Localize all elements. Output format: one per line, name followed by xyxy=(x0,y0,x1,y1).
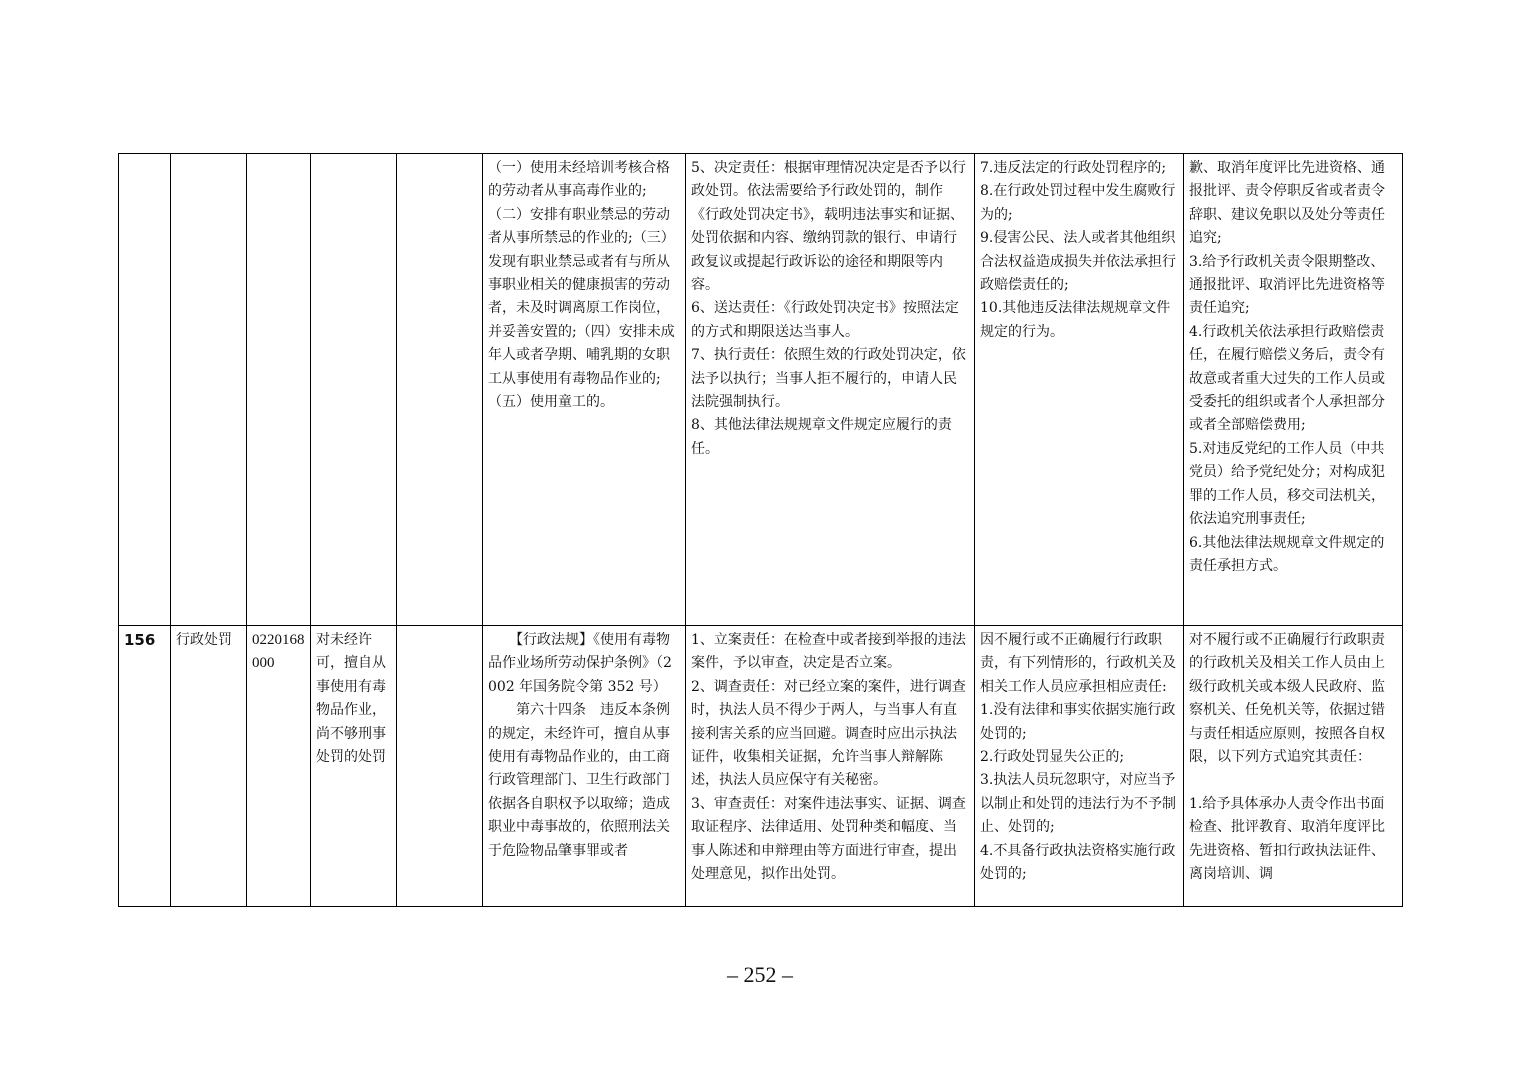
item-name-cell xyxy=(311,154,397,626)
no-cell xyxy=(119,154,171,626)
code-cell xyxy=(247,154,311,626)
type-cell xyxy=(171,154,247,626)
duties-cell: 5、决定责任：根据审理情况决定是否予以行政处罚。依法需要给予行政处罚的，制作《行政处罚决定书》，载明违法事实和证据、处罚依据和内容、缴纳罚款的银行、申请行政复议或提起行政诉讼的途径和期限等内容。 6、送达责任：《行政处罚决定书》按照法定的方式和期限送达当事人。 7、执行责任：依照生效的行政处罚决定，依法予以执行；当事人拒不履行的，申请人民法院强制执行。 8、其他法律法规规章文件规定应履行的责任。 xyxy=(686,154,975,626)
no-cell: 156 xyxy=(119,626,171,907)
item-name-cell: 对未经许可，擅自从事使用有毒物品作业，尚不够刑事处罚的处罚 xyxy=(311,626,397,907)
table-row xyxy=(119,626,1403,907)
blank-cell xyxy=(397,626,483,907)
type-cell: 行政处罚 xyxy=(171,626,247,907)
accountable-situations-cell: 7.违反法定的行政处罚程序的; 8.在行政处罚过程中发生腐败行为的; 9.侵害公民、法人或者其他组织合法权益造成损失并依法承担行政赔偿责任的; 10.其他违反法律法规规章文件规定的行为。 xyxy=(975,154,1184,626)
responsibility-table xyxy=(118,153,1403,907)
accountability-method-cell: 对不履行或不正确履行行政职责的行政机关及相关工作人员由上级行政机关或本级人民政府、监察机关、任免机关等，依据过错与责任相适应原则，按照各自权限，以下列方式追究其责任： 1.给予具体承办人责令作出书面检查、批评教育、取消年度评比先进资格、暂扣行政执法证件、离岗培训、调 xyxy=(1184,626,1403,907)
page-number: – 252 – xyxy=(727,962,793,987)
duties-cell: 1、立案责任：在检查中或者接到举报的违法案件，予以审查，决定是否立案。 2、调查责任：对已经立案的案件，进行调查时，执法人员不得少于两人，与当事人有直接利害关系的应当回避。调查时应出示执法证件，收集相关证据，允许当事人辩解陈述，执法人员应保守有关秘密。 3、审查责任：对案件违法事实、证据、调查取证程序、法律适用、处罚种类和幅度、当事人陈述和申辩理由等方面进行审查，提出处理意见，拟作出处罚。 xyxy=(686,626,975,907)
legal-basis-cell: 【行政法规】《使用有毒物品作业场所劳动保护条例》（2002 年国务院令第 352 号） 第六十四条 违反本条例的规定，未经许可，擅自从事使用有毒物品作业的，由工商行政管理部门、卫生行政部门依据各自职权予以取缔；造成职业中毒事故的，依照刑法关于危险物品肇事罪或者 xyxy=(483,626,686,907)
blank-cell xyxy=(397,154,483,626)
code-cell: 0220168000 xyxy=(247,626,311,907)
legal-basis-cell: （一）使用未经培训考核合格的劳动者从事高毒作业的;（二）安排有职业禁忌的劳动者从事所禁忌的作业的;（三）发现有职业禁忌或者有与所从事职业相关的健康损害的劳动者，未及时调离原工作岗位，并妥善安置的;（四）安排未成年人或者孕期、哺乳期的女职工从事使用有毒物品作业的;（五）使用童工的。 xyxy=(483,154,686,626)
table-row xyxy=(119,154,1403,626)
accountable-situations-cell: 因不履行或不正确履行行政职责，有下列情形的，行政机关及相关工作人员应承担相应责任: 1.没有法律和事实依据实施行政处罚的; 2.行政处罚显失公正的; 3.执法人员玩忽职守，对应当予以制止和处罚的违法行为不予制止、处罚的; 4.不具备行政执法资格实施行政处罚的; xyxy=(975,626,1184,907)
accountability-method-cell: 歉、取消年度评比先进资格、通报批评、责令停职反省或者责令辞职、建议免职以及处分等责任追究; 3.给予行政机关责令限期整改、通报批评、取消评比先进资格等责任追究; 4.行政机关依法承担行政赔偿责任，在履行赔偿义务后，责令有故意或者重大过失的工作人员或受委托的组织或者个人承担部分或者全部赔偿费用; 5.对违反党纪的工作人员（中共党员）给予党纪处分；对构成犯罪的工作人员，移交司法机关，依法追究刑事责任; 6.其他法律法规规章文件规定的责任承担方式。 xyxy=(1184,154,1403,626)
